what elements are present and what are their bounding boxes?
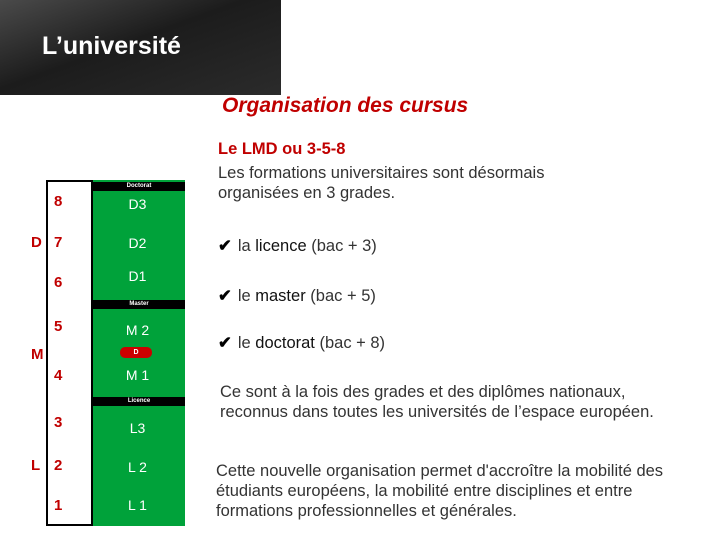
label-m1: M 1: [125, 367, 150, 383]
year-4: 4: [54, 367, 63, 384]
checkmark-icon: ✔: [218, 287, 232, 305]
item-prefix: le: [237, 287, 256, 305]
item-suffix: (bac + 8): [314, 334, 386, 352]
master-marker-label: D: [133, 349, 139, 356]
item-term: licence: [255, 237, 307, 255]
item-master: [218, 286, 376, 306]
paragraph-2-part-a: Cette nouvelle organisation permet d'accroître la mobilité des étudiants européens: [216, 462, 664, 500]
label-d3: D3: [128, 196, 147, 212]
year-6: 6: [54, 274, 63, 291]
item-doctorat: [218, 333, 385, 353]
item-term: doctorat: [255, 334, 315, 352]
paragraph-2-part-b: , la mobilité entre disciplines et entre formations professionnelles et générales.: [216, 482, 633, 520]
label-l1: L 1: [128, 497, 147, 513]
content-heading: Le LMD ou 3-5-8: [218, 140, 346, 158]
year-1: 1: [54, 497, 63, 514]
slide-title: L’université: [42, 32, 181, 60]
label-d1: D1: [128, 268, 147, 284]
item-prefix: la: [237, 237, 256, 255]
item-licence: [218, 236, 377, 256]
lmd-diagram: [0, 0, 200, 540]
label-d2: D2: [128, 235, 147, 251]
band-licence: Licence: [93, 397, 185, 406]
grade-letter-l: L: [31, 457, 41, 474]
label-m2: M 2: [125, 322, 150, 338]
item-prefix: le: [237, 334, 256, 352]
content-intro: Les formations universitaires sont désormais organisées en 3 grades.: [218, 164, 545, 202]
year-3: 3: [54, 414, 63, 431]
band-doctorat: Doctorat: [93, 182, 185, 191]
band-master: Master: [93, 300, 185, 309]
content-paragraph-2: [216, 461, 706, 521]
label-l2: L 2: [128, 459, 147, 475]
content-paragraph-1: Ce sont à la fois des grades et des diplômes nationaux, reconnus dans toutes les universités de l’espace européen.: [220, 383, 654, 421]
master-marker: [120, 347, 152, 358]
item-term: master: [255, 287, 306, 305]
item-suffix: (bac + 5): [305, 287, 376, 305]
year-7: 7: [54, 234, 63, 251]
checkmark-icon: ✔: [218, 334, 232, 352]
year-2: 2: [54, 457, 63, 474]
slide-subtitle: Organisation des cursus: [222, 94, 469, 117]
label-l3: L3: [129, 420, 146, 436]
checkmark-icon: ✔: [218, 237, 232, 255]
grade-letter-d: D: [31, 234, 42, 251]
years-column: [46, 180, 93, 526]
year-8: 8: [54, 193, 63, 210]
item-suffix: (bac + 3): [306, 237, 377, 255]
grade-letter-m: M: [31, 346, 44, 363]
year-5: 5: [54, 318, 63, 335]
